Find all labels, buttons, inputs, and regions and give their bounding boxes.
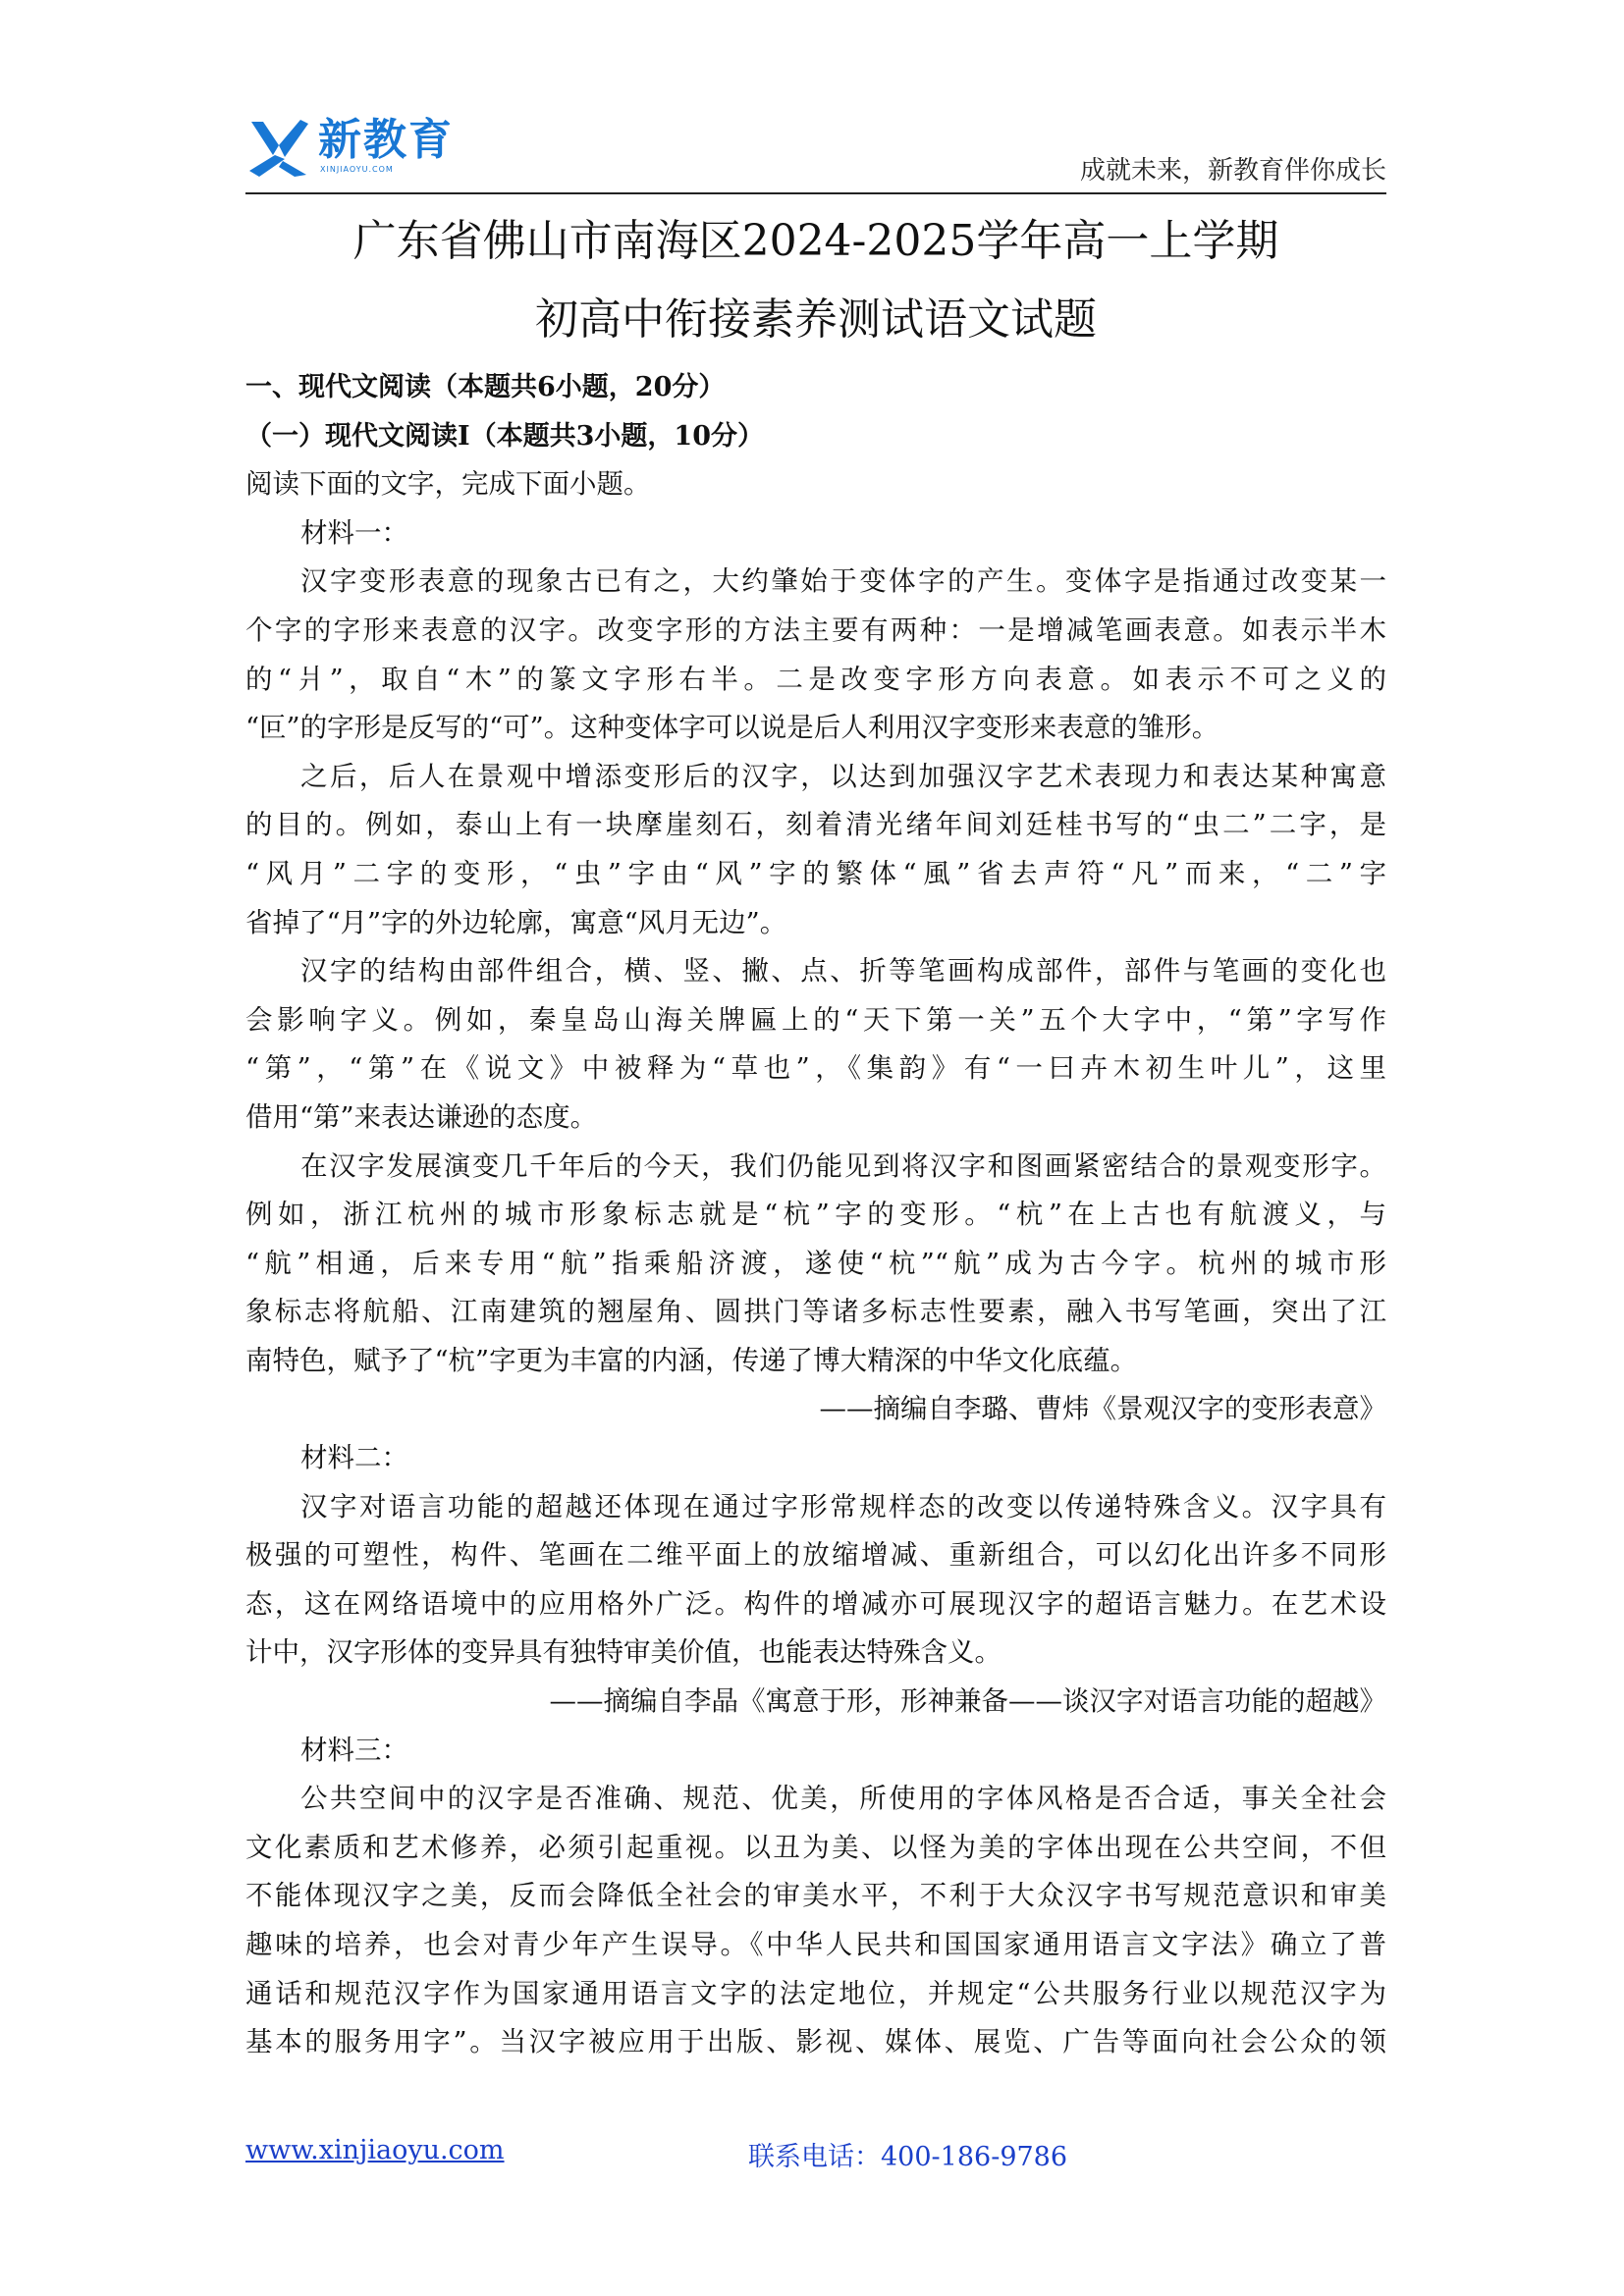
paragraph-line: 个字的字形来表意的汉字。改变字形的方法主要有两种：一是增减笔画表意。如表示半木 <box>245 614 1386 646</box>
material-3-label: 材料三： <box>300 1734 408 1766</box>
material-1-label: 材料一： <box>300 516 408 549</box>
material-1-source: ——摘编自李璐、曹炜《景观汉字的变形表意》 <box>819 1393 1386 1425</box>
material-2-source: ——摘编自李晶《寓意于形，形神兼备——谈汉字对语言功能的超越》 <box>549 1685 1386 1718</box>
paragraph-line: 不能体现汉字之美，反而会降低全社会的审美水平，不利于大众汉字书写规范意识和审美 <box>245 1880 1386 1912</box>
document-body <box>245 363 1386 2067</box>
paragraph-line: 基本的服务用字”。当汉字被应用于出版、影视、媒体、展览、广告等面向社会公众的领 <box>245 2026 1386 2058</box>
paragraph-line: 汉字变形表意的现象古已有之，大约肇始于变体字的产生。变体字是指通过改变某一 <box>300 565 1386 598</box>
paragraph-line: 公共空间中的汉字是否准确、规范、优美，所使用的字体风格是否合适，事关全社会 <box>300 1783 1386 1815</box>
paragraph-line: 趣味的培养，也会对青少年产生误导。《中华人民共和国国家通用语言文字法》确立了普 <box>245 1929 1386 1960</box>
paragraph-line: 的“爿”，取自“木”的篆文字形右半。二是改变字形方向表意。如表示不可之义的 <box>245 663 1386 695</box>
paragraph-line: “第”，“第”在《说文》中被释为“草也”，《集韵》有“一曰卉木初生叶儿”，这里 <box>245 1052 1386 1085</box>
paragraph-line: “叵”的字形是反写的“可”。这种变体字可以说是后人利用汉字变形来表意的雏形。 <box>245 712 1219 744</box>
paragraph-line: 会影响字义。例如，秦皇岛山海关牌匾上的“天下第一关”五个大字中，“第”字写作 <box>245 1003 1386 1036</box>
paragraph-line: 省掉了“月”字的外边轮廓，寓意“风月无边”。 <box>245 906 787 938</box>
page-footer <box>245 2135 1386 2174</box>
paragraph-line: 极强的可塑性，构件、笔画在二维平面上的放缩增减、重新组合，可以幻化出许多不同形 <box>245 1539 1386 1572</box>
paragraph-line: 通话和规范汉字作为国家通用语言文字的法定地位，并规定“公共服务行业以规范汉字为 <box>245 1977 1386 2009</box>
paragraph-line: 计中，汉字形体的变异具有独特审美价值，也能表达特殊含义。 <box>245 1636 1001 1669</box>
paragraph-line: 汉字的结构由部件组合，横、竖、撇、点、折等笔画构成部件，部件与笔画的变化也 <box>300 955 1386 988</box>
logo-mark-icon <box>245 116 310 179</box>
material-2-label: 材料二： <box>300 1442 408 1474</box>
paragraph-line: 汉字对语言功能的超越还体现在通过字形常规样态的改变以传递特殊含义。汉字具有 <box>300 1490 1386 1522</box>
logo-name: 新教育 <box>318 115 454 165</box>
paragraph-line: 南特色，赋予了“杭”字更为丰富的内涵，传递了博大精深的中华文化底蕴。 <box>245 1344 1138 1376</box>
header-slogan: 成就未来，新教育伴你成长 <box>1079 156 1386 186</box>
website-link[interactable]: www.xinjiaoyu.com <box>245 2135 505 2165</box>
page-title-line-2: 初高中衔接素养测试语文试题 <box>535 294 1097 345</box>
instruction-text: 阅读下面的文字，完成下面小题。 <box>245 468 651 501</box>
paragraph-line: 态，这在网络语境中的应用格外广泛。构件的增减亦可展现汉字的超语言魅力。在艺术设 <box>245 1587 1386 1620</box>
page-title-line-1: 广东省佛山市南海区2024-2025学年高一上学期 <box>352 216 1279 266</box>
paragraph-line: 之后，后人在景观中增添变形后的汉字，以达到加强汉字艺术表现力和表达某种寓意 <box>300 760 1386 792</box>
paragraph-line: 文化素质和艺术修养，必须引起重视。以丑为美、以怪为美的字体出现在公共空间，不但 <box>245 1831 1386 1863</box>
contact-phone: 联系电话：400-186-9786 <box>748 2142 1068 2172</box>
logo-subtitle: XINJIAOYU.COM <box>320 165 394 174</box>
subsection-heading: （一）现代文阅读I（本题共3小题，10分） <box>245 420 764 452</box>
paragraph-line: 的目的。例如，泰山上有一块摩崖刻石，刻着清光绪年间刘廷桂书写的“虫二”二字，是 <box>245 809 1386 841</box>
paragraph-line: 例如，浙江杭州的城市形象标志就是“杭”字的变形。“杭”在上古也有航渡义，与 <box>245 1199 1386 1231</box>
paragraph-line: 象标志将航船、江南建筑的翘屋角、圆拱门等诸多标志性要素，融入书写笔画，突出了江 <box>245 1296 1386 1328</box>
page-header <box>245 108 1386 194</box>
paragraph-line: 借用“第”来表达谦逊的态度。 <box>245 1100 598 1133</box>
paragraph-line: 在汉字发展演变几千年后的今天，我们仍能见到将汉字和图画紧密结合的景观变形字。 <box>300 1149 1386 1182</box>
paragraph-line: “航”相通，后来专用“航”指乘船济渡，遂使“杭”“航”成为古今字。杭州的城市形 <box>245 1247 1386 1279</box>
section-heading: 一、现代文阅读（本题共6小题，20分） <box>245 372 726 402</box>
paragraph-line: “风月”二字的变形，“虫”字由“风”字的繁体“風”省去声符“凡”而来，“二”字 <box>245 857 1386 889</box>
logo <box>245 116 454 194</box>
